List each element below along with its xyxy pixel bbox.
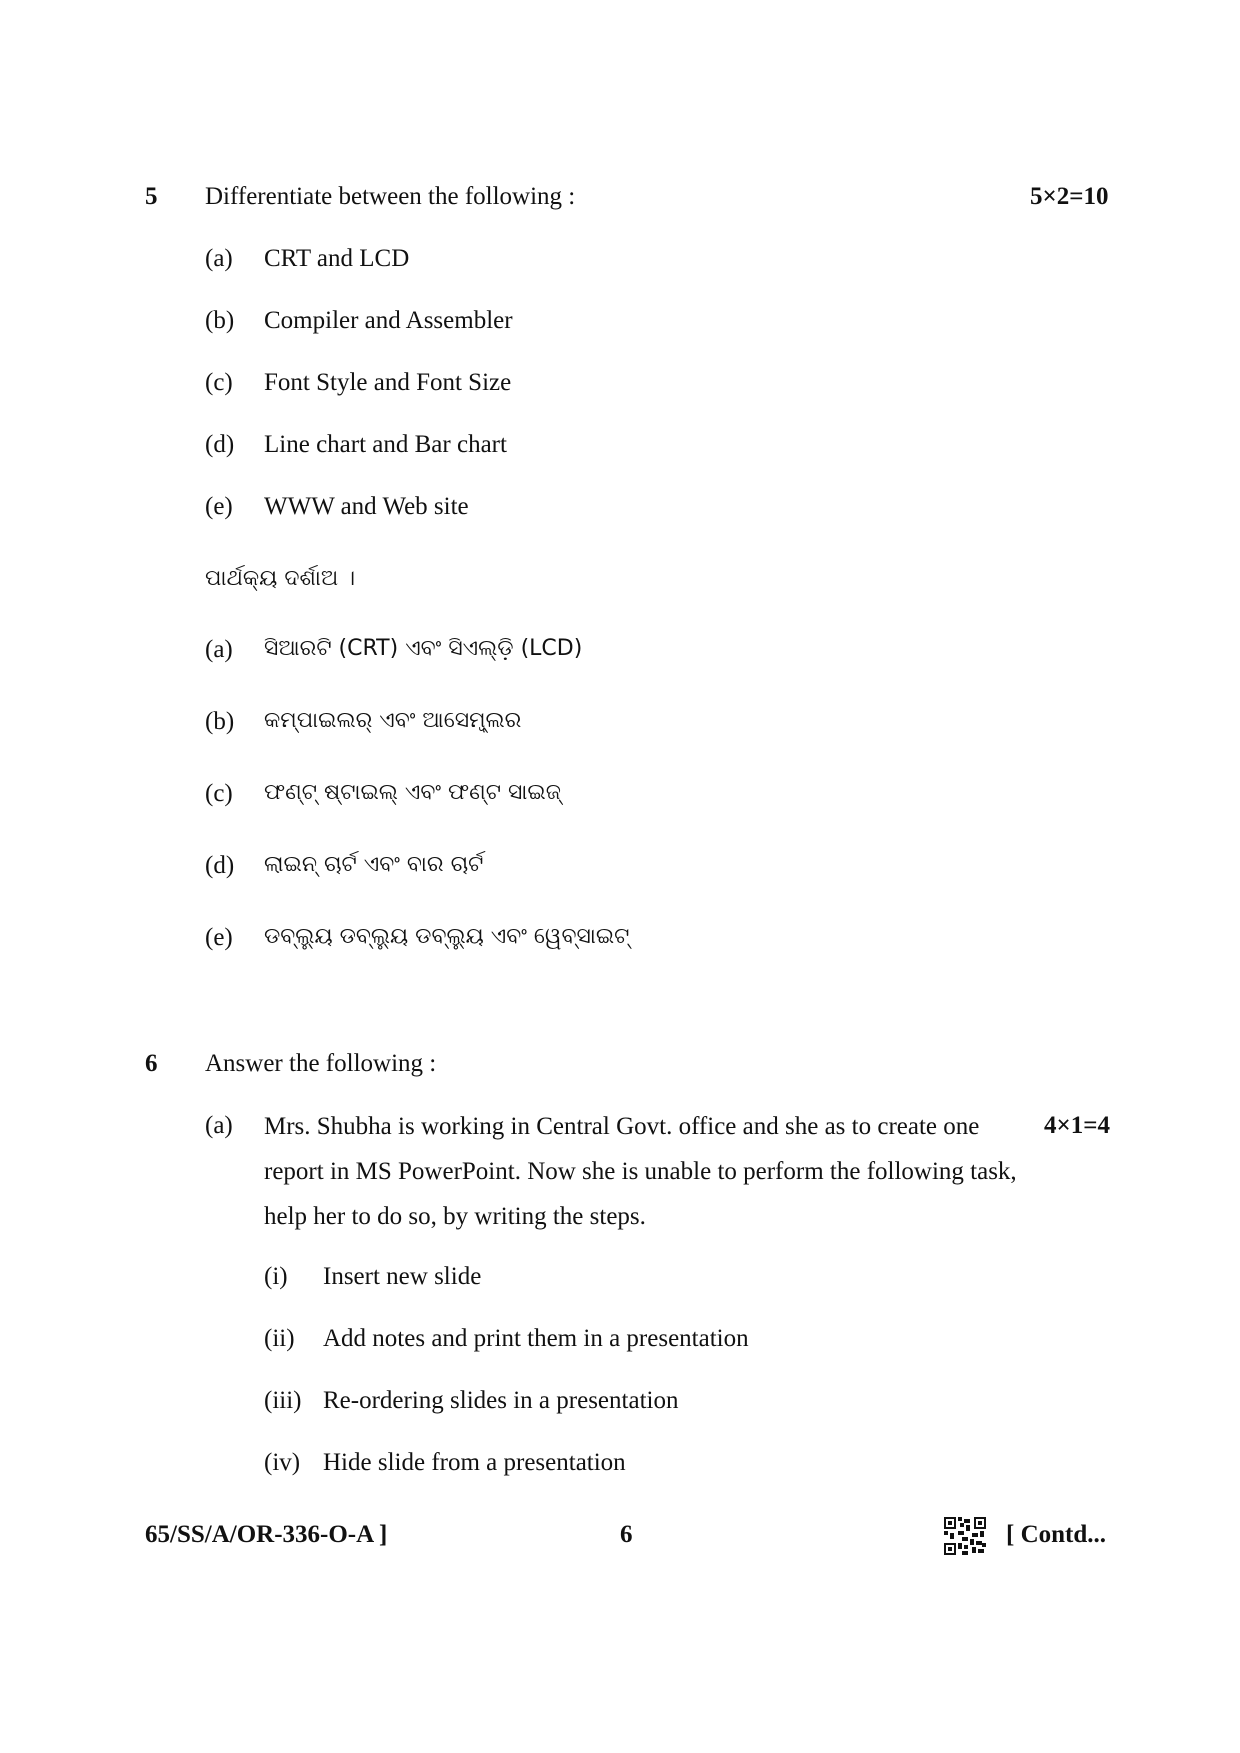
item-text: Font Style and Font Size [264, 369, 512, 396]
item-label: (a) [205, 245, 233, 272]
item-label: (b) [205, 307, 235, 334]
item-label: (c) [205, 369, 233, 396]
odia-prompt: ପାର୍ଥକ୍ୟ ଦର୍ଶାଅ । [205, 566, 356, 591]
question-prompt: Answer the following : [205, 1050, 437, 1077]
subitem-label: (ii) [264, 1325, 295, 1352]
item-text: CRT and LCD [264, 245, 410, 272]
subitem-text: Insert new slide [323, 1263, 482, 1290]
question-marks: 5×2=10 [1030, 183, 1109, 210]
subitem-text: Add notes and print them in a presentation [323, 1325, 749, 1352]
subitem-text: Re-ordering slides in a presentation [323, 1387, 679, 1414]
item-text: WWW and Web site [264, 493, 469, 520]
question-number: 6 [145, 1050, 158, 1077]
odia-item-text: କମ୍ପାଇଲର୍ ଏବଂ ଆସେମ୍ବ୍ଲର [264, 708, 522, 733]
item-label: (e) [205, 493, 233, 520]
odia-item-text: ସିଆରଟି (CRT) ଏବଂ ସିଏଲ୍‌ଡ଼ି (LCD) [264, 636, 583, 661]
odia-item-label: (a) [205, 636, 233, 663]
subitem-label: (iv) [264, 1449, 301, 1476]
question-number: 5 [145, 183, 158, 210]
odia-item-label: (c) [205, 780, 233, 807]
odia-item-label: (e) [205, 924, 233, 951]
part-label: (a) [205, 1112, 233, 1139]
item-text: Line chart and Bar chart [264, 431, 507, 458]
subitem-label: (iii) [264, 1387, 302, 1414]
odia-item-text: ଡବ୍ଲ୍ୟୁ ଡବ୍ଲ୍ୟୁ ଡବ୍ଲ୍ୟୁ ଏବଂ ୱେବ୍‌ସାଇଟ୍ [264, 924, 630, 949]
item-label: (d) [205, 431, 235, 458]
paper-code: 65/SS/A/OR-336-O-A ] [145, 1521, 388, 1548]
qr-code-icon [944, 1517, 986, 1555]
page-number: 6 [620, 1521, 633, 1548]
odia-item-text: ଲାଇନ୍ ଚାର୍ଟ ଏବଂ ବାର ଚାର୍ଟ [264, 852, 484, 877]
odia-item-label: (d) [205, 852, 235, 879]
odia-item-label: (b) [205, 708, 235, 735]
continued-label: [ Contd... [1006, 1521, 1107, 1548]
part-marks: 4×1=4 [1044, 1112, 1110, 1139]
question-prompt: Differentiate between the following : [205, 183, 576, 210]
subitem-text: Hide slide from a presentation [323, 1449, 626, 1476]
subitem-label: (i) [264, 1263, 288, 1290]
item-text: Compiler and Assembler [264, 307, 513, 334]
odia-item-text: ଫଣ୍ଟ୍ ଷ୍ଟାଇଲ୍ ଏବଂ ଫଣ୍ଟ ସାଇଜ୍ [264, 780, 561, 805]
part-text: Mrs. Shubha is working in Central Govt. office and she as to create one report in MS PowerPoint. Now she is unable to perform the following task, help her to do so, by writing the steps. [264, 1113, 1017, 1230]
